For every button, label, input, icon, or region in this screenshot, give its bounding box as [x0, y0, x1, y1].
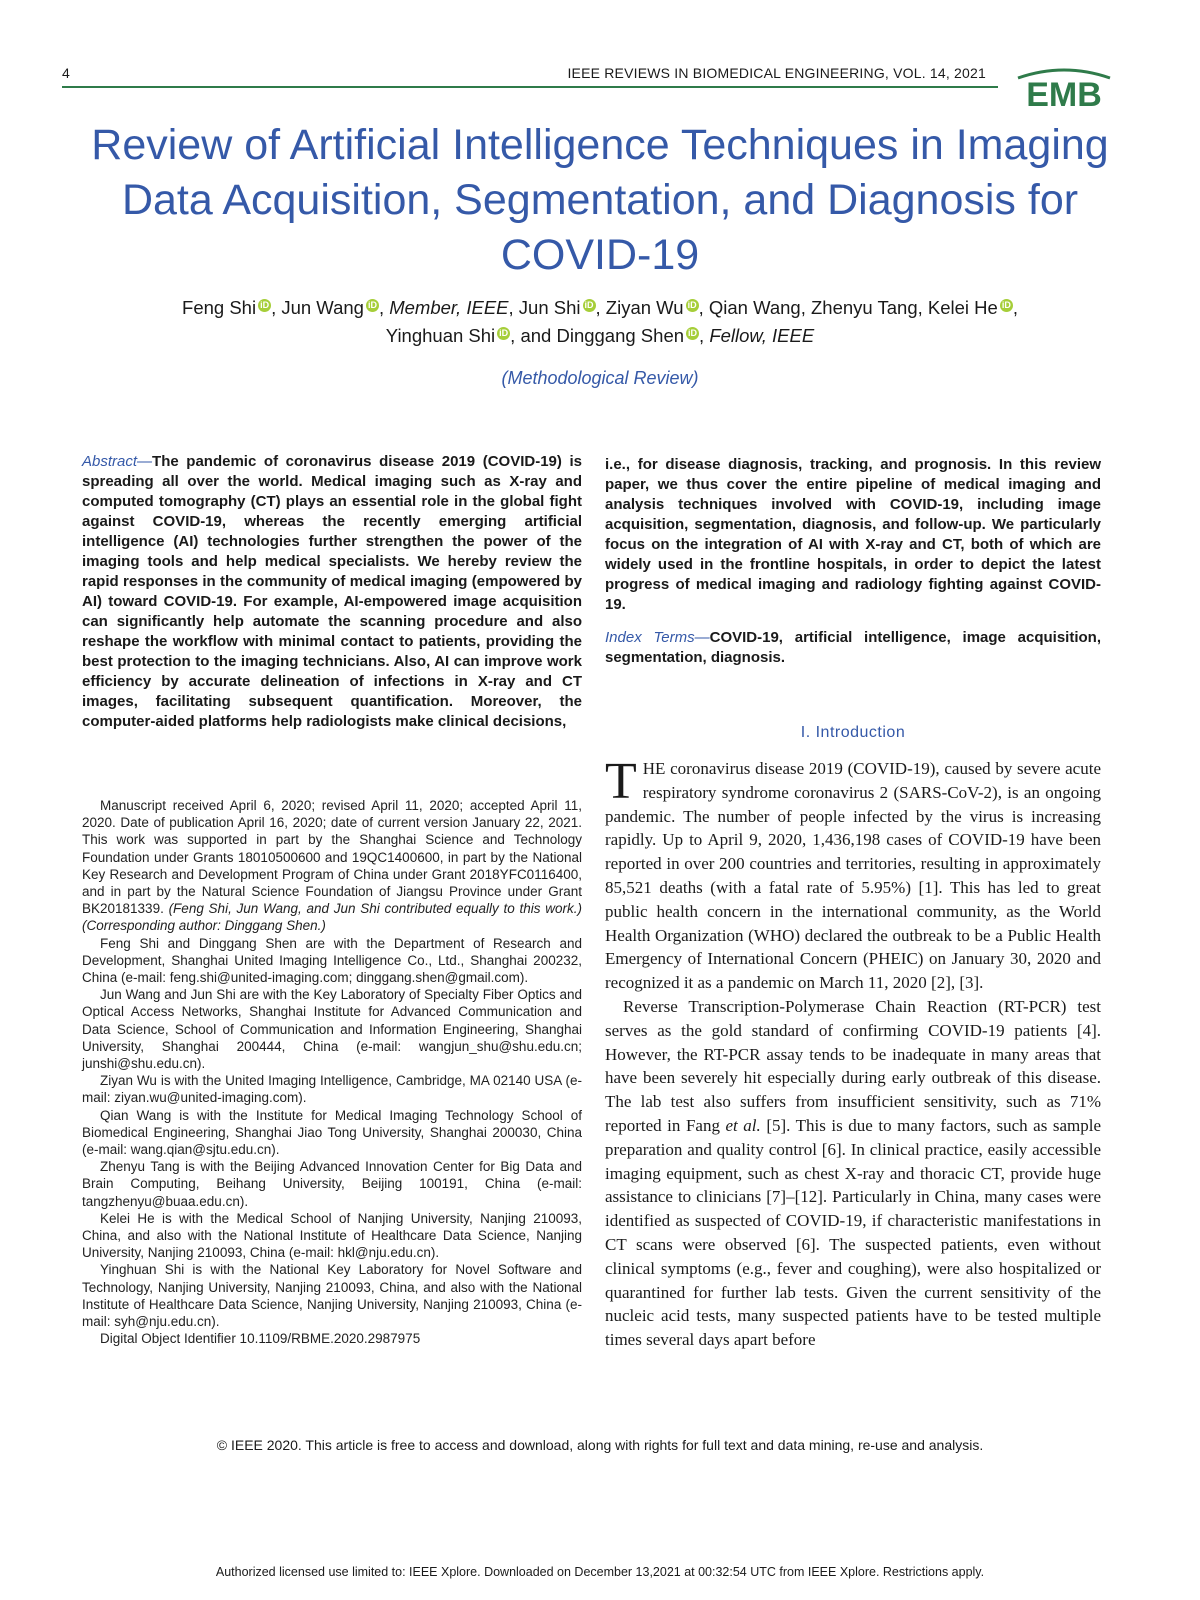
affiliation: Kelei He is with the Medical School of Nanjing University, Nanjing 210093, China, and also with the National Institute of Healthcare Data Science, Nanjing University, Nanjing 210093, China (e-mail: hkl@nju.edu.cn).	[82, 1210, 582, 1261]
orcid-icon[interactable]: iD	[499, 328, 509, 338]
manuscript-note: Manuscript received April 6, 2020; revised April 11, 2020; accepted April 11, 2020. Date of publication April 16, 2020; date of current version January 22, 2021. This work was supported in part by the Shanghai Science and Technology Foundation under Grants 18010500600 and 19QC1400600, in part by the National Key Research and Development Program of China under Grant 2018YFC0116400, and in part by the Natural Science Foundation of Jiangsu Province under Grant BK20181339.	[82, 798, 582, 917]
paper-title: Review of Artificial Intelligence Techniques in Imaging Data Acquisition, Segmentation, and Diagnosis for COVID-19	[91, 121, 1109, 279]
manuscript-note-italic: (Feng Shi, Jun Wang, and Jun Shi contributed equally to this work.) (Corresponding author: Dinggang Shen.)	[82, 901, 582, 934]
copyright-notice: © IEEE 2020. This article is free to access and download, along with rights for full text and data mining, re-use and analysis.	[216, 1437, 984, 1453]
index-terms-label: Index Terms—	[605, 629, 710, 646]
review-type: (Methodological Review)	[501, 368, 699, 388]
section-heading: I. Introduction	[800, 724, 906, 741]
header-rule	[62, 86, 998, 88]
affiliation: Ziyan Wu is with the United Imaging Intelligence, Cambridge, MA 02140 USA (e-mail: ziyan.wu@united-imaging.com).	[82, 1073, 582, 1106]
et-al: et al.	[725, 1115, 761, 1135]
author-conjunction: and	[520, 325, 552, 346]
affiliation: Yinghuan Shi is with the National Key Laboratory for Novel Software and Technology, Nanjing University, Nanjing 210093, China, and also with the National Institute of Healthcare Data Science, Nanjing University, Nanjing 210093, China (e-mail: syh@nju.edu.cn).	[82, 1262, 582, 1330]
author-name: Jun Shi	[518, 297, 581, 318]
doi[interactable]: Digital Object Identifier 10.1109/RBME.2020.2987975	[100, 1331, 421, 1347]
intro-paragraph-2-text: [5]. This is due to many factors, such as sample preparation and quality control [6]. In clinical practice, easily accessible imaging equipment, such as chest X-ray and thoracic CT, provide huge assistance to clinicians [7]–[12]. Particularly in China, many cases were identified as suspected of COVID-19, if characteristic manifestations in CT scans were observed [6]. The suspected patients, even without clinical symptoms (e.g., fever and coughing), were also hospitalized or quarantined for further lab tests. Given the current sensitivity of the nucleic acid tests, many suspected patients have to be tested multiple times several days apart before	[605, 1115, 1102, 1350]
author-name: Qian Wang, Zhenyu Tang,	[708, 297, 923, 318]
author-name: Kelei He	[927, 297, 998, 318]
page-number: 4	[62, 65, 70, 81]
drop-cap: T	[605, 753, 637, 810]
abstract-right: i.e., for disease diagnosis, tracking, and prognosis. In this review paper, we thus cover the entire pipeline of medical imaging and analysis techniques involved with COVID-19, including image acquisition, segmentation, diagnosis, and follow-up. We particularly focus on the integration of AI with X-ray and CT, both of which are widely used in the frontline hospitals, in order to depict the latest progress of medical imaging and radiology fighting against COVID-19.	[605, 456, 1101, 613]
orcid-icon[interactable]: iD	[688, 328, 698, 338]
index-terms-text: COVID-19, artificial intelligence, image acquisition, segmentation, diagnosis.	[605, 629, 1102, 666]
author-name: Jun Wang	[281, 297, 364, 318]
emb-logo	[1014, 64, 1114, 112]
affiliation: Qian Wang is with the Institute for Medical Imaging Technology School of Biomedical Engineering, Shanghai Jiao Tong University, Shanghai 200030, China (e-mail: wang.qian@sjtu.edu.cn).	[82, 1107, 582, 1158]
index-terms	[605, 628, 1101, 668]
affiliation: Zhenyu Tang is with the Beijing Advanced Innovation Center for Big Data and Brain Computing, Beihang University, Beijing 100191, China (e-mail: tangzhenyu@buaa.edu.cn).	[82, 1159, 582, 1209]
journal-running-header: IEEE REVIEWS IN BIOMEDICAL ENGINEERING, VOL. 14, 2021	[567, 65, 986, 81]
intro-paragraph-2-text: Reverse Transcription-Polymerase Chain Reaction (RT-PCR) test serves as the gold standard of confirming COVID-19 patients [4]. However, the RT-PCR assay tends to be inadequate in many areas that have been severely hit especially during early outbreak of this disease. The lab test also suffers from insufficient sensitivity, such as 71% reported in Fang	[605, 996, 1101, 1135]
intro-paragraph-1: HE coronavirus disease 2019 (COVID-19), caused by severe acute respiratory syndrome coronavirus 2 (SARS-CoV-2), is an ongoing pandemic. The number of people infected by the virus is increasing rapidly. Up to April 9, 2020, 1,436,198 cases of COVID-19 have been reported in over 200 countries and territories, resulting in approximately 85,521 deaths (with a fatal rate of 5.95%) [1]. This has led to great public health concern in the international community, as the World Health Organization (WHO) declared the outbreak to be a Public Health Emergency of International Concern (PHEIC) on January 30, 2020 and recognized it as a pandemic on March 11, 2020 [2], [3].	[605, 759, 1101, 993]
orcid-icon[interactable]: iD	[367, 300, 377, 310]
orcid-icon[interactable]: iD	[687, 300, 697, 310]
intro-paragraph-2	[605, 995, 1101, 1352]
abstract-text: The pandemic of coronavirus disease 2019 (COVID-19) is spreading all over the world. Medical imaging such as X-ray and computed tomography (CT) plays an essential role in the global fight against COVID-19, whereas the recently emerging artificial intelligence (AI) technologies further strengthen the power of the imaging tools and help medical specialists. We hereby review the rapid responses in the community of medical imaging (empowered by AI) toward COVID-19. For example, AI-empowered image acquisition can significantly help automate the scanning procedure and also reshape the workflow with minimal contact to patients, providing the best protection to the imaging technicians. Also, AI can improve work efficiency by accurate delineation of infections in X-ray and CT images, facilitating subsequent quantification. Moreover, the computer-aided platforms help radiologists make clinical decisions,	[82, 453, 582, 730]
abstract-left	[82, 452, 582, 732]
author-role: Fellow, IEEE	[709, 325, 815, 346]
emb-logo-text: EMB	[1026, 76, 1102, 112]
license-notice: Authorized licensed use limited to: IEEE Xplore. Downloaded on December 13,2021 at 00:32:54 UTC from IEEE Xplore. Restrictions apply.	[215, 1565, 985, 1579]
author-name: Dinggang Shen	[556, 325, 685, 346]
abstract-label: Abstract—	[82, 453, 153, 470]
affiliation: Jun Wang and Jun Shi are with the Key Laboratory of Specialty Fiber Optics and Optical Access Networks, Shanghai Institute for Advanced Communication and Data Science, School of Communication and Information Engineering, Shanghai University, Shanghai 200444, China (e-mail: wangjun_shu@shu.edu.cn; junshi@shu.edu.cn).	[82, 987, 582, 1072]
orcid-icon[interactable]: iD	[1001, 300, 1011, 310]
author-name: Yinghuan Shi	[385, 325, 496, 346]
introduction-body	[605, 753, 1102, 1352]
footnotes	[82, 797, 582, 1348]
author-name: Feng Shi	[182, 297, 257, 318]
author-list: Feng Shi iD , Jun Wang iD , Member, IEEE, Jun Shi iD , Ziyan Wu iD , Qian Wang, Zhenyu Tang, Kelei He iD , Yinghuan Shi iD , and Dinggang Shen iD , Fellow, IEEE	[182, 297, 1018, 346]
orcid-icon[interactable]: iD	[260, 300, 270, 310]
author-name: Ziyan Wu	[605, 297, 684, 318]
orcid-icon[interactable]: iD	[584, 300, 594, 310]
author-role: Member, IEEE	[389, 297, 509, 318]
affiliation: Feng Shi and Dinggang Shen are with the Department of Research and Development, Shanghai United Imaging Intelligence Co., Ltd., Shanghai 200232, China (e-mail: feng.shi@united-imaging.com; dinggang.shen@gmail.com).	[82, 935, 582, 986]
